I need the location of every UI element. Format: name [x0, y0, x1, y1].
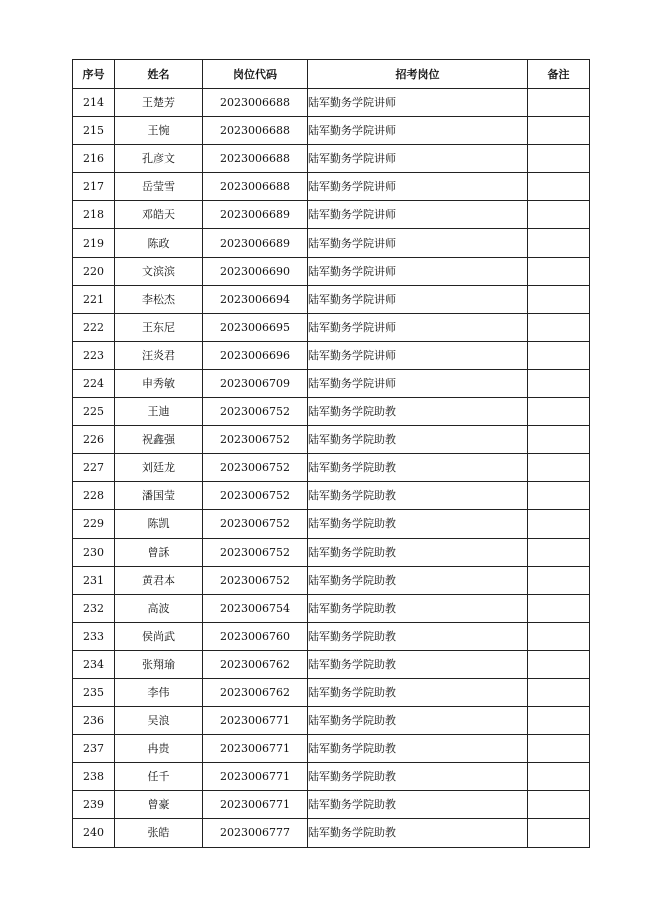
cell-remarks: [528, 735, 590, 763]
table-row: [73, 678, 590, 706]
cell-post-code: 2023006752: [203, 482, 308, 510]
cell-post-code: 2023006688: [203, 173, 308, 201]
cell-recruit-post: 陆军勤务学院讲师: [308, 369, 528, 397]
cell-name: 任千: [115, 763, 203, 791]
cell-index: 222: [73, 313, 115, 341]
cell-index: 221: [73, 285, 115, 313]
cell-index: 240: [73, 819, 115, 847]
cell-remarks: [528, 819, 590, 847]
header-post-code: 岗位代码: [203, 60, 308, 89]
cell-index: 235: [73, 678, 115, 706]
cell-recruit-post: 陆军勤务学院助教: [308, 819, 528, 847]
table-row: [73, 482, 590, 510]
cell-index: 219: [73, 229, 115, 257]
cell-index: 216: [73, 145, 115, 173]
cell-remarks: [528, 145, 590, 173]
cell-remarks: [528, 89, 590, 117]
table-row: [73, 622, 590, 650]
table-row: [73, 341, 590, 369]
cell-name: 王楚芳: [115, 89, 203, 117]
cell-recruit-post: 陆军勤务学院助教: [308, 510, 528, 538]
cell-remarks: [528, 510, 590, 538]
cell-name: 冉贵: [115, 735, 203, 763]
cell-index: 236: [73, 707, 115, 735]
cell-recruit-post: 陆军勤务学院助教: [308, 426, 528, 454]
cell-recruit-post: 陆军勤务学院讲师: [308, 117, 528, 145]
cell-name: 高波: [115, 594, 203, 622]
cell-index: 217: [73, 173, 115, 201]
table-row: [73, 369, 590, 397]
cell-name: 张皓: [115, 819, 203, 847]
cell-post-code: 2023006689: [203, 229, 308, 257]
cell-post-code: 2023006771: [203, 791, 308, 819]
cell-name: 祝鑫强: [115, 426, 203, 454]
cell-post-code: 2023006754: [203, 594, 308, 622]
cell-name: 曾豪: [115, 791, 203, 819]
table-row: [73, 650, 590, 678]
cell-recruit-post: 陆军勤务学院助教: [308, 566, 528, 594]
cell-remarks: [528, 117, 590, 145]
table-row: [73, 145, 590, 173]
cell-name: 侯尚武: [115, 622, 203, 650]
cell-name: 黄君本: [115, 566, 203, 594]
cell-remarks: [528, 566, 590, 594]
cell-index: 223: [73, 341, 115, 369]
cell-post-code: 2023006752: [203, 510, 308, 538]
cell-recruit-post: 陆军勤务学院助教: [308, 791, 528, 819]
cell-index: 232: [73, 594, 115, 622]
cell-remarks: [528, 538, 590, 566]
cell-recruit-post: 陆军勤务学院助教: [308, 538, 528, 566]
cell-remarks: [528, 229, 590, 257]
cell-post-code: 2023006752: [203, 566, 308, 594]
cell-remarks: [528, 650, 590, 678]
cell-index: 215: [73, 117, 115, 145]
cell-remarks: [528, 341, 590, 369]
table-body: [73, 89, 590, 848]
cell-recruit-post: 陆军勤务学院助教: [308, 622, 528, 650]
table-row: [73, 510, 590, 538]
cell-recruit-post: 陆军勤务学院讲师: [308, 257, 528, 285]
cell-recruit-post: 陆军勤务学院讲师: [308, 341, 528, 369]
cell-remarks: [528, 313, 590, 341]
table-row: [73, 173, 590, 201]
cell-index: 237: [73, 735, 115, 763]
cell-name: 潘国莹: [115, 482, 203, 510]
header-index: 序号: [73, 60, 115, 89]
cell-recruit-post: 陆军勤务学院助教: [308, 763, 528, 791]
cell-index: 229: [73, 510, 115, 538]
table-row: [73, 89, 590, 117]
cell-name: 汪炎君: [115, 341, 203, 369]
table-header-row: [73, 60, 590, 89]
cell-name: 吴浪: [115, 707, 203, 735]
cell-recruit-post: 陆军勤务学院讲师: [308, 173, 528, 201]
cell-name: 陈凯: [115, 510, 203, 538]
cell-remarks: [528, 594, 590, 622]
cell-remarks: [528, 454, 590, 482]
cell-recruit-post: 陆军勤务学院助教: [308, 482, 528, 510]
cell-index: 225: [73, 398, 115, 426]
cell-remarks: [528, 791, 590, 819]
cell-remarks: [528, 763, 590, 791]
cell-remarks: [528, 369, 590, 397]
cell-post-code: 2023006694: [203, 285, 308, 313]
cell-recruit-post: 陆军勤务学院助教: [308, 735, 528, 763]
cell-post-code: 2023006771: [203, 707, 308, 735]
cell-remarks: [528, 173, 590, 201]
cell-remarks: [528, 398, 590, 426]
cell-recruit-post: 陆军勤务学院讲师: [308, 89, 528, 117]
cell-index: 214: [73, 89, 115, 117]
cell-remarks: [528, 622, 590, 650]
cell-name: 申秀敏: [115, 369, 203, 397]
cell-index: 239: [73, 791, 115, 819]
cell-remarks: [528, 257, 590, 285]
table-row: [73, 117, 590, 145]
table-row: [73, 454, 590, 482]
cell-post-code: 2023006688: [203, 117, 308, 145]
table-row: [73, 426, 590, 454]
table-row: [73, 229, 590, 257]
table-row: [73, 763, 590, 791]
table-row: [73, 201, 590, 229]
roster-table: [72, 59, 590, 848]
cell-recruit-post: 陆军勤务学院讲师: [308, 201, 528, 229]
cell-name: 邓皓天: [115, 201, 203, 229]
cell-name: 李伟: [115, 678, 203, 706]
cell-index: 234: [73, 650, 115, 678]
cell-index: 230: [73, 538, 115, 566]
cell-post-code: 2023006696: [203, 341, 308, 369]
cell-remarks: [528, 678, 590, 706]
cell-name: 王迪: [115, 398, 203, 426]
table-row: [73, 313, 590, 341]
cell-post-code: 2023006762: [203, 650, 308, 678]
cell-name: 王东尼: [115, 313, 203, 341]
cell-post-code: 2023006762: [203, 678, 308, 706]
cell-post-code: 2023006695: [203, 313, 308, 341]
cell-index: 227: [73, 454, 115, 482]
cell-post-code: 2023006752: [203, 538, 308, 566]
cell-recruit-post: 陆军勤务学院讲师: [308, 145, 528, 173]
cell-name: 岳莹雪: [115, 173, 203, 201]
cell-remarks: [528, 426, 590, 454]
cell-recruit-post: 陆军勤务学院助教: [308, 594, 528, 622]
cell-post-code: 2023006760: [203, 622, 308, 650]
cell-post-code: 2023006752: [203, 398, 308, 426]
table-row: [73, 791, 590, 819]
cell-index: 226: [73, 426, 115, 454]
cell-index: 231: [73, 566, 115, 594]
cell-index: 233: [73, 622, 115, 650]
header-name: 姓名: [115, 60, 203, 89]
cell-index: 224: [73, 369, 115, 397]
cell-recruit-post: 陆军勤务学院讲师: [308, 313, 528, 341]
cell-post-code: 2023006752: [203, 454, 308, 482]
cell-post-code: 2023006752: [203, 426, 308, 454]
cell-name: 曾訸: [115, 538, 203, 566]
cell-remarks: [528, 482, 590, 510]
table-row: [73, 566, 590, 594]
cell-remarks: [528, 201, 590, 229]
cell-post-code: 2023006690: [203, 257, 308, 285]
table-row: [73, 538, 590, 566]
cell-recruit-post: 陆军勤务学院讲师: [308, 229, 528, 257]
cell-index: 238: [73, 763, 115, 791]
cell-index: 228: [73, 482, 115, 510]
cell-name: 文滨滨: [115, 257, 203, 285]
cell-post-code: 2023006688: [203, 145, 308, 173]
cell-recruit-post: 陆军勤务学院助教: [308, 650, 528, 678]
cell-post-code: 2023006689: [203, 201, 308, 229]
cell-name: 张翔瑜: [115, 650, 203, 678]
table-row: [73, 257, 590, 285]
cell-name: 李松杰: [115, 285, 203, 313]
cell-post-code: 2023006777: [203, 819, 308, 847]
cell-name: 王惋: [115, 117, 203, 145]
cell-recruit-post: 陆军勤务学院助教: [308, 707, 528, 735]
cell-post-code: 2023006709: [203, 369, 308, 397]
cell-remarks: [528, 707, 590, 735]
cell-name: 陈政: [115, 229, 203, 257]
cell-name: 刘廷龙: [115, 454, 203, 482]
cell-post-code: 2023006771: [203, 735, 308, 763]
cell-post-code: 2023006688: [203, 89, 308, 117]
cell-name: 孔彦文: [115, 145, 203, 173]
cell-post-code: 2023006771: [203, 763, 308, 791]
cell-recruit-post: 陆军勤务学院助教: [308, 398, 528, 426]
cell-remarks: [528, 285, 590, 313]
header-recruit-post: 招考岗位: [308, 60, 528, 89]
table-row: [73, 735, 590, 763]
header-remarks: 备注: [528, 60, 590, 89]
table-row: [73, 285, 590, 313]
cell-recruit-post: 陆军勤务学院助教: [308, 454, 528, 482]
cell-index: 220: [73, 257, 115, 285]
table-row: [73, 398, 590, 426]
cell-index: 218: [73, 201, 115, 229]
cell-recruit-post: 陆军勤务学院助教: [308, 678, 528, 706]
table-row: [73, 819, 590, 847]
table-row: [73, 707, 590, 735]
table-row: [73, 594, 590, 622]
cell-recruit-post: 陆军勤务学院讲师: [308, 285, 528, 313]
